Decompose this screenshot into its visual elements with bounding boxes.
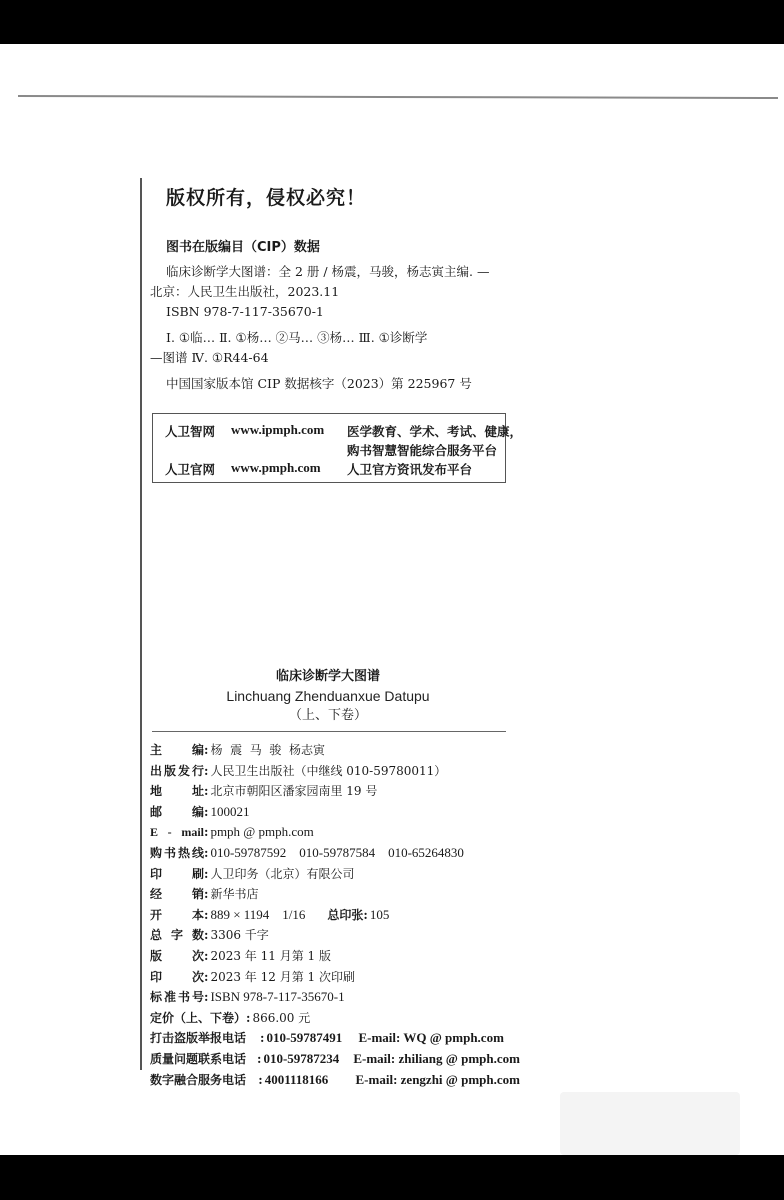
colophon — [150, 740, 520, 1090]
website-url[interactable]: www.pmph.com — [231, 460, 321, 475]
colophon-row-email: E - mail : pmph @ pmph.com — [150, 822, 520, 843]
book-volumes: （上、下卷） — [288, 708, 367, 723]
cip-isbn: ISBN 978-7-117-35670-1 — [166, 304, 324, 319]
colophon-value: 杨 震 马 骏 杨志寅 — [210, 743, 325, 757]
contact-label: 打击盗版举报电话 — [150, 1031, 247, 1046]
colophon-label: 总字数 — [150, 928, 204, 943]
colophon-value: 北京市朝阳区潘家园南里 19 号 — [210, 784, 378, 799]
colophon-value: 100021 — [210, 803, 250, 819]
contact-phone: 010-59787234 — [263, 1050, 340, 1066]
website-desc-line: 购书智慧智能综合服务平台 — [347, 443, 498, 458]
colophon-label: 版次 — [150, 948, 204, 963]
page-left-border — [140, 178, 142, 1070]
colophon-row-isbn: 标准书号 : ISBN 978-7-117-35670-1 — [150, 987, 520, 1008]
cip-classification: Ⅰ. ①临… Ⅱ. ①杨… ②马… ③杨… Ⅲ. ①诊断学 — [166, 330, 428, 345]
contact-label: 数字融合服务电话 — [150, 1072, 247, 1087]
contact-phone: 010-59787491 — [266, 1030, 343, 1046]
contact-phone: 4001118166 — [264, 1071, 329, 1087]
colophon-label: 出版发行 — [150, 763, 204, 778]
contact-row-piracy: 打击盗版举报电话 : 010-59787491 E-mail: WQ @ pmph.com — [150, 1028, 520, 1049]
website-desc: 人卫官方资讯发布平台 — [347, 462, 473, 477]
cip-record-number: 中国国家版本馆 CIP 数据核字（2023）第 225967 号 — [166, 376, 472, 391]
contact-row-digital: 数字融合服务电话 : 4001118166 E-mail: zengzhi @ pmph.com — [150, 1070, 520, 1091]
book-title-chinese: 临床诊断学大图谱 — [275, 669, 380, 684]
colophon-value: 889 × 1194 1/16 — [210, 906, 306, 922]
colophon-value: ISBN 978-7-117-35670-1 — [210, 989, 345, 1005]
colophon-value[interactable]: pmph @ pmph.com — [210, 824, 314, 840]
top-black-bar — [0, 0, 784, 44]
colophon-row-printing: 印次 : 2023 年 12 月第 1 次印刷 — [150, 967, 520, 988]
colophon-row-editors: 主编 : 杨 震 马 骏 杨志寅 — [150, 740, 520, 761]
cip-title: 图书在版编目（CIP）数据 — [166, 240, 320, 255]
page-corner-shadow — [560, 1092, 740, 1155]
colophon-value: 866.00 元 — [252, 1010, 311, 1025]
website-desc — [347, 422, 522, 460]
colophon-row-printer: 印刷 : 人卫印务（北京）有限公司 — [150, 864, 520, 885]
colophon-label: 邮编 — [150, 804, 204, 819]
colophon-label: 标准书号 — [150, 990, 204, 1005]
colophon-label: 印刷 — [150, 866, 204, 881]
colophon-row-hotline: 购书热线 : 010-59787592 010-59787584 010-65264830 — [150, 843, 520, 864]
colophon-divider — [152, 731, 506, 732]
cip-line: 临床诊断学大图谱：全 2 册 / 杨震，马骏，杨志寅主编. — — [166, 264, 490, 279]
colophon-row-price: 定价（上、下卷） : 866.00 元 — [150, 1008, 520, 1029]
colophon-row-wordcount: 总字数 : 3306 千字 — [150, 925, 520, 946]
website-url[interactable]: www.ipmph.com — [231, 422, 325, 437]
colophon-label: 总印张 — [327, 907, 364, 922]
colophon-value: 105 — [369, 906, 390, 922]
colophon-label: E - mail — [150, 825, 204, 840]
colophon-label: 印次 — [150, 969, 204, 984]
contact-email[interactable]: E-mail: WQ @ pmph.com — [358, 1030, 504, 1046]
colophon-row-publisher: 出版发行 : 人民卫生出版社（中继线 010-59780011） — [150, 761, 520, 782]
colophon-value: 2023 年 12 月第 1 次印刷 — [210, 969, 355, 984]
colophon-value: 3306 千字 — [210, 928, 269, 943]
contact-email[interactable]: E-mail: zhiliang @ pmph.com — [353, 1050, 520, 1066]
colophon-value: 2023 年 11 月第 1 版 — [210, 948, 331, 963]
colophon-label: 经销 — [150, 887, 204, 902]
colophon-label: 主编 — [150, 743, 204, 757]
colophon-label: 购书热线 — [150, 845, 204, 860]
colophon-value: 新华书店 — [210, 887, 259, 902]
cip-data-block — [150, 238, 510, 394]
website-desc-line: 医学教育、学术、考试、健康， — [347, 424, 523, 439]
website-name: 人卫官网 — [165, 462, 216, 477]
colophon-row-edition: 版次 : 2023 年 11 月第 1 版 — [150, 946, 520, 967]
colophon-value: 010-59787592 010-59787584 010-65264830 — [210, 844, 464, 860]
colophon-row-postcode: 邮编 : 100021 — [150, 802, 520, 823]
website-name: 人卫智网 — [165, 424, 216, 439]
colophon-label: 定价（上、下卷） — [150, 1010, 247, 1025]
colophon-row-format: 开本 : 889 × 1194 1/16 总印张 : 105 — [150, 905, 520, 926]
bottom-black-bar — [0, 1155, 784, 1200]
contact-label: 质量问题联系电话 — [150, 1051, 247, 1066]
cip-line: 北京：人民卫生出版社，2023.11 — [150, 284, 340, 299]
colophon-value: 人民卫生出版社（中继线 010-59780011） — [210, 763, 447, 778]
top-rule — [18, 95, 778, 99]
colophon-label: 地址 — [150, 784, 204, 799]
copyright-notice: 版权所有，侵权必究！ — [166, 187, 367, 209]
colophon-value: 人卫印务（北京）有限公司 — [210, 866, 355, 881]
cip-classification-cont: —图谱 Ⅳ. ①R44-64 — [150, 350, 269, 365]
contact-row-quality: 质量问题联系电话 : 010-59787234 E-mail: zhiliang @ pmph.com — [150, 1049, 520, 1070]
contact-email[interactable]: E-mail: zengzhi @ pmph.com — [355, 1071, 520, 1087]
book-title-block — [150, 668, 506, 726]
website-info-box — [152, 413, 523, 483]
colophon-row-distributor: 经销 : 新华书店 — [150, 884, 520, 905]
colophon-row-address: 地址 : 北京市朝阳区潘家园南里 19 号 — [150, 781, 520, 802]
colophon-label: 开本 — [150, 907, 204, 922]
book-title-pinyin: Linchuang Zhenduanxue Datupu — [226, 688, 430, 704]
